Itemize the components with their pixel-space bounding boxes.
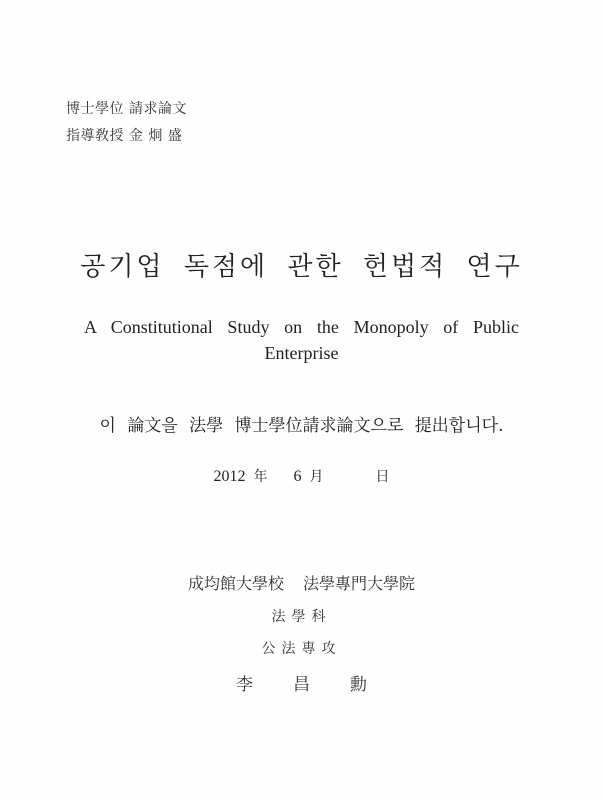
english-title-line2: Enterprise — [264, 343, 339, 363]
author-name — [0, 670, 603, 695]
korean-title: 공기업 독점에 관한 헌법적 연구 — [80, 252, 523, 282]
department-name: 法學科 — [271, 609, 332, 625]
submission-date — [0, 466, 603, 486]
author-char-3: 勳 — [350, 675, 367, 695]
date-day-char: 日 — [375, 469, 390, 485]
university-name: 成均館大學校 法學專門大學院 — [187, 574, 416, 593]
author-char-1: 李 — [236, 675, 253, 695]
date-year: 2012 — [213, 468, 246, 485]
submission-statement: 이 論文을 法學 博士學位請求論文으로 提出합니다. — [99, 416, 504, 436]
author-char-2: 昌 — [293, 675, 310, 695]
english-title-line1: A Constitutional Study on the Monopoly of Public — [84, 317, 519, 337]
degree-type-label: 博士學位 請求論文 — [66, 101, 187, 117]
date-month: 6 — [293, 468, 302, 485]
english-title — [0, 314, 603, 366]
date-year-char: 年 — [253, 469, 268, 485]
major-name: 公法專攻 — [261, 641, 342, 657]
advisor-label: 指導敎授 金 炯 盛 — [66, 128, 183, 144]
date-month-char: 月 — [309, 469, 324, 485]
